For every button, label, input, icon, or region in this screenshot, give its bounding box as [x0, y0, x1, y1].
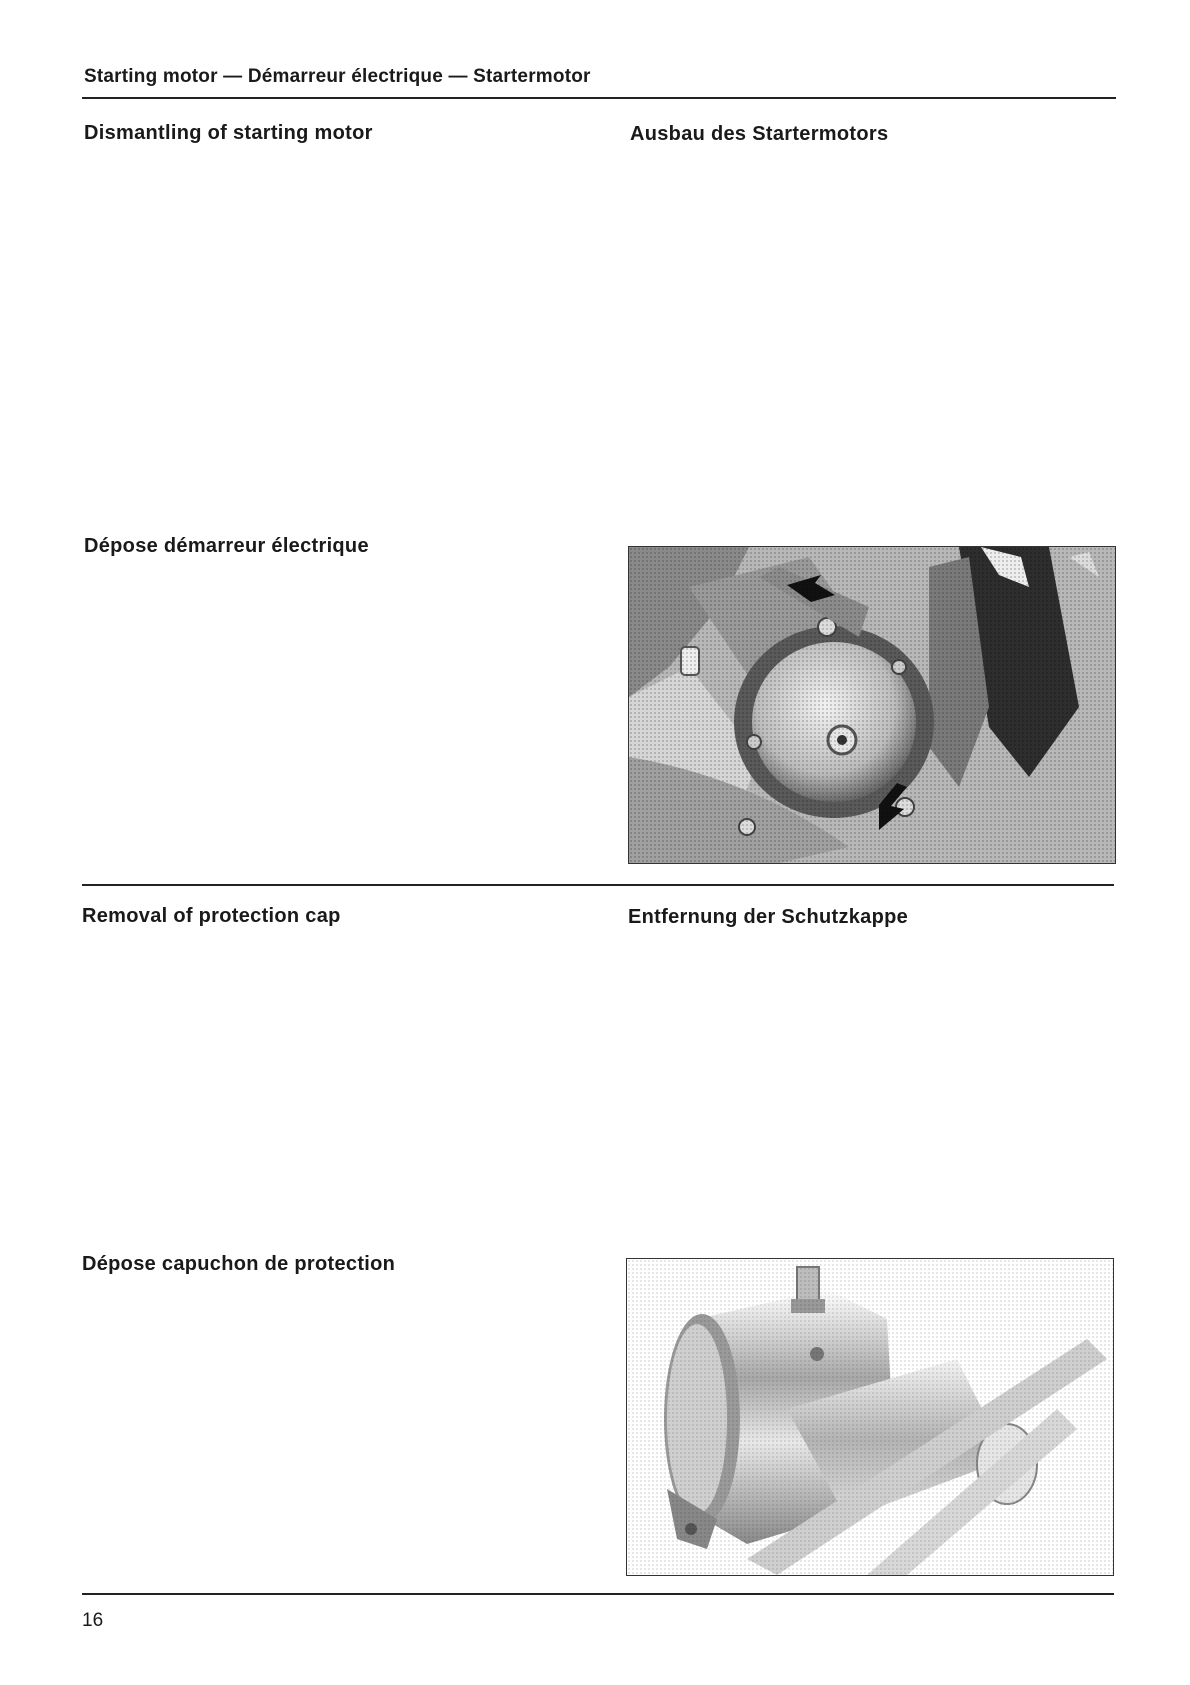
page-number: 16	[82, 1610, 104, 1631]
starter-motor-bench-photo	[626, 1258, 1114, 1576]
section1-title-en: Dismantling of starting motor	[84, 122, 373, 144]
section-divider	[82, 884, 1114, 886]
section1-title-fr: Dépose démarreur électrique	[84, 535, 369, 557]
starter-motor-installed-photo	[628, 546, 1116, 864]
section2-title-de: Entfernung der Schutzkappe	[628, 906, 909, 928]
section1-title-de: Ausbau des Startermotors	[630, 123, 889, 145]
running-header: Starting motor — Démarreur électrique — Startermotor	[84, 66, 591, 87]
section2-title-en: Removal of protection cap	[82, 905, 341, 927]
header-rule	[82, 97, 1116, 99]
footer-rule	[82, 1593, 1114, 1595]
section2-title-fr: Dépose capuchon de protection	[82, 1253, 396, 1275]
